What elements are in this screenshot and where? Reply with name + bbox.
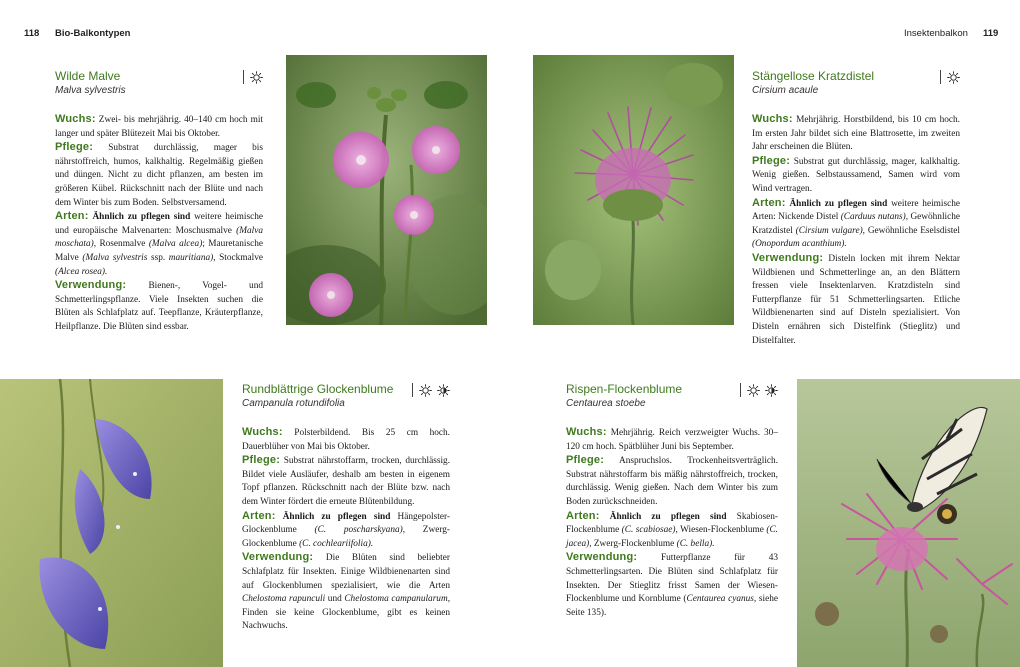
light-requirement bbox=[940, 70, 960, 84]
entry-kratzdistel bbox=[752, 69, 960, 348]
photo-glockenblume bbox=[0, 379, 223, 667]
arten-species: (C. cochleariifolia). bbox=[299, 538, 374, 549]
plant-scientific-name: Malva sylvestris bbox=[55, 85, 126, 96]
arten-text: , Zwerg-Flockenblume bbox=[589, 538, 675, 549]
arten-label: Arten: bbox=[242, 509, 276, 522]
entry-wilde-malve bbox=[55, 69, 263, 335]
arten-text: , Zwerg-Glockenblume bbox=[242, 525, 450, 549]
plant-description bbox=[242, 426, 450, 634]
pflege-label: Pflege: bbox=[242, 454, 281, 467]
arten-text: , Gewöhnliche Kratzdistel bbox=[752, 212, 961, 236]
arten-species: (Alcea rosea). bbox=[55, 266, 108, 277]
arten-text: Skabiosen-Flockenblume bbox=[566, 511, 778, 536]
arten-text: , Gewöhnliche Eselsdistel bbox=[862, 225, 960, 236]
plant-title: Rundblättrige Glockenblume bbox=[242, 382, 394, 396]
arten-species: (Malva sylvestris bbox=[82, 252, 148, 263]
plant-scientific-name: Campanula rotundifolia bbox=[242, 398, 345, 409]
wuchs-text: Zwei- bis mehrjährig. 40–140 cm hoch mit langer und später Blütezeit Mai bis Oktober. bbox=[55, 115, 263, 139]
sun-icon bbox=[747, 384, 760, 397]
pflege-text: Substrat nährstoffarm, trocken, durchlässig. Bildet viele Ausläufer, deshalb am besten in eigenem Topf pflanzen. Rückschnitt nach der Blüte bzw. nach dem Winter fördert die erneute Blütenbildung. bbox=[242, 456, 450, 507]
plant-scientific-name: Cirsium acaule bbox=[752, 85, 819, 96]
right-page-number: 119 bbox=[983, 28, 999, 39]
light-requirement bbox=[243, 70, 263, 84]
right-section-title: Insektenbalkon bbox=[904, 28, 968, 39]
half-sun-icon bbox=[765, 384, 778, 397]
verwendung-label: Verwendung: bbox=[752, 251, 824, 264]
photo-kratzdistel bbox=[533, 55, 734, 325]
photo-flockenblume bbox=[797, 379, 1020, 667]
arten-species: (Malva alcea) bbox=[148, 239, 203, 250]
verwendung-text: Futterpflanze für 43 Schmetterlingsarten. Die Blüten sind Schlafplatz für Insekten. Der Stieglitz frisst Samen der Wiesen-Flockenblume und Kornblume ( bbox=[566, 553, 778, 605]
arten-species: (Malva moschata) bbox=[55, 225, 263, 250]
verwendung-label: Verwendung: bbox=[566, 551, 638, 564]
arten-text: , Rosenmalve bbox=[93, 239, 146, 250]
plant-description bbox=[566, 426, 778, 620]
arten-text: ssp. bbox=[150, 252, 166, 263]
half-sun-icon bbox=[437, 384, 450, 397]
arten-text: Hängepolster-Glockenblume bbox=[242, 511, 450, 536]
verwendung-species: Centaurea cyanus bbox=[686, 594, 754, 605]
verwendung-species: Chelostoma rapunculi bbox=[242, 594, 326, 605]
plant-title: Wilde Malve bbox=[55, 69, 121, 83]
plant-title: Stängellose Kratzdistel bbox=[752, 69, 875, 83]
arten-label: Arten: bbox=[752, 196, 786, 209]
verwendung-text: Bienen-, Vogel- und Schmetterlingspflanze. Viele Insekten suchen die Blüten als Schlafplatz auf. Teepflanze, Kräuterpflanze, Heilpflanze. Die Blüten sind essbar. bbox=[55, 281, 264, 332]
verwendung-text: , Finden sie keine Glockenblume, gibt es keinen Nachwuchs. bbox=[242, 594, 451, 632]
light-requirement bbox=[740, 383, 778, 397]
pflege-text: Anspruchslos. Trockenheitsverträglich. Substrat nährstoffarm bis mäßig nährstoffreich, trocken, durchlässig. Wenig gießen. Nach dem Winter bis zum Boden zurückschneiden. bbox=[566, 456, 778, 507]
verwendung-text: und bbox=[327, 594, 342, 605]
pflege-text: Substrat gut durchlässig, mager, kalkhaltig. Wenig gießen. Selbstaussamend, Samen wird vom Wind vertragen. bbox=[752, 156, 960, 194]
plant-title: Rispen-Flockenblume bbox=[566, 382, 683, 396]
arten-label: Arten: bbox=[55, 210, 89, 223]
verwendung-text: , siehe Seite 135). bbox=[566, 594, 778, 618]
arten-species: (Carduus nutans) bbox=[840, 212, 906, 223]
wuchs-label: Wuchs: bbox=[242, 426, 283, 438]
photo-wilde-malve bbox=[286, 55, 487, 325]
verwendung-text: Disteln locken mit ihrem Nektar Wildbienen und Schmetterlinge an, an den Blättern fressen viele Insektenlarven. Kratzdisteln sind Futterpflanze für 51 Schmetterlingsarten. Etliche Wildbienenarten sind auf Disteln spezialisiert. Von Disteln ernähren sich Distelfink (Stieglitz) und Distelfalter. bbox=[752, 253, 961, 346]
arten-bold: Ähnlich zu pflegen sind bbox=[92, 212, 191, 223]
arten-text: weitere heimische Arten: Nickende Distel bbox=[752, 198, 960, 223]
wuchs-text: Polsterbildend. Bis 25 cm hoch. Dauerblüher von Mai bis Oktober. bbox=[242, 428, 450, 452]
sun-icon bbox=[419, 384, 432, 397]
arten-text: ; Mauretanische Malve bbox=[55, 239, 264, 263]
arten-text: , Wiesen-Flockenblume bbox=[675, 525, 764, 536]
wuchs-label: Wuchs: bbox=[752, 113, 793, 125]
sun-icon bbox=[250, 71, 263, 84]
arten-species: (Onopordum acanthium). bbox=[752, 239, 847, 250]
wuchs-label: Wuchs: bbox=[55, 113, 96, 125]
left-page-number: 118 bbox=[24, 28, 40, 39]
arten-species: (C. scabiosae) bbox=[621, 525, 676, 536]
left-section-title: Bio-Balkontypen bbox=[55, 28, 131, 39]
verwendung-text: Die Blüten sind beliebter Schlafplatz für Insekten. Einige Wildbienenarten sind auf Glockenblumen spezialisiert, wie die Arten bbox=[242, 553, 450, 591]
sun-icon bbox=[947, 71, 960, 84]
entry-flockenblume bbox=[566, 382, 778, 620]
plant-description bbox=[752, 113, 960, 348]
arten-bold: Ähnlich zu pflegen sind bbox=[282, 511, 391, 522]
arten-species: (Cirsium vulgare) bbox=[795, 225, 863, 236]
arten-label: Arten: bbox=[566, 509, 600, 522]
light-requirement bbox=[412, 383, 450, 397]
wuchs-label: Wuchs: bbox=[566, 426, 607, 438]
arten-bold: Ähnlich zu pflegen sind bbox=[609, 511, 727, 522]
arten-species: (C. bella). bbox=[676, 538, 715, 549]
arten-species: (C. poscharskyana) bbox=[314, 525, 403, 536]
wuchs-text: Mehrjährig. Horstbildend, bis 10 cm hoch. Im ersten Jahr bildet sich eine Blattrosette, im zweiten Jahr erscheinen die Blüten. bbox=[752, 115, 960, 153]
arten-species: mauritiana) bbox=[168, 252, 214, 263]
arten-text: , Stockmalve bbox=[213, 252, 264, 263]
arten-bold: Ähnlich zu pflegen sind bbox=[789, 198, 888, 209]
plant-scientific-name: Centaurea stoebe bbox=[566, 398, 646, 409]
plant-description bbox=[55, 113, 263, 335]
entry-glockenblume bbox=[242, 382, 450, 634]
pflege-text: Substrat durchlässig, mager bis nährstoffreich, humos, kalkhaltig. Regelmäßig gießen und düngen. Nicht zu dicht pflanzen, am besten im größeren Kübel. Rückschnitt nach der Blüte und nach dem Winter bis zum Boden. Selbstversamend. bbox=[55, 143, 263, 208]
verwendung-species: Chelostoma campanularum bbox=[344, 594, 448, 605]
pflege-label: Pflege: bbox=[55, 141, 94, 154]
arten-text: weitere heimische und europäische Malvenarten: Moschusmalve bbox=[55, 212, 263, 236]
pflege-label: Pflege: bbox=[752, 154, 791, 167]
wuchs-text: Mehrjährig. Reich verzweigter Wuchs. 30–120 cm hoch. Spätblüher Juni bis September. bbox=[566, 428, 778, 452]
arten-species: (C. jacea) bbox=[566, 525, 778, 549]
verwendung-label: Verwendung: bbox=[55, 279, 127, 292]
pflege-label: Pflege: bbox=[566, 454, 605, 467]
verwendung-label: Verwendung: bbox=[242, 551, 314, 564]
